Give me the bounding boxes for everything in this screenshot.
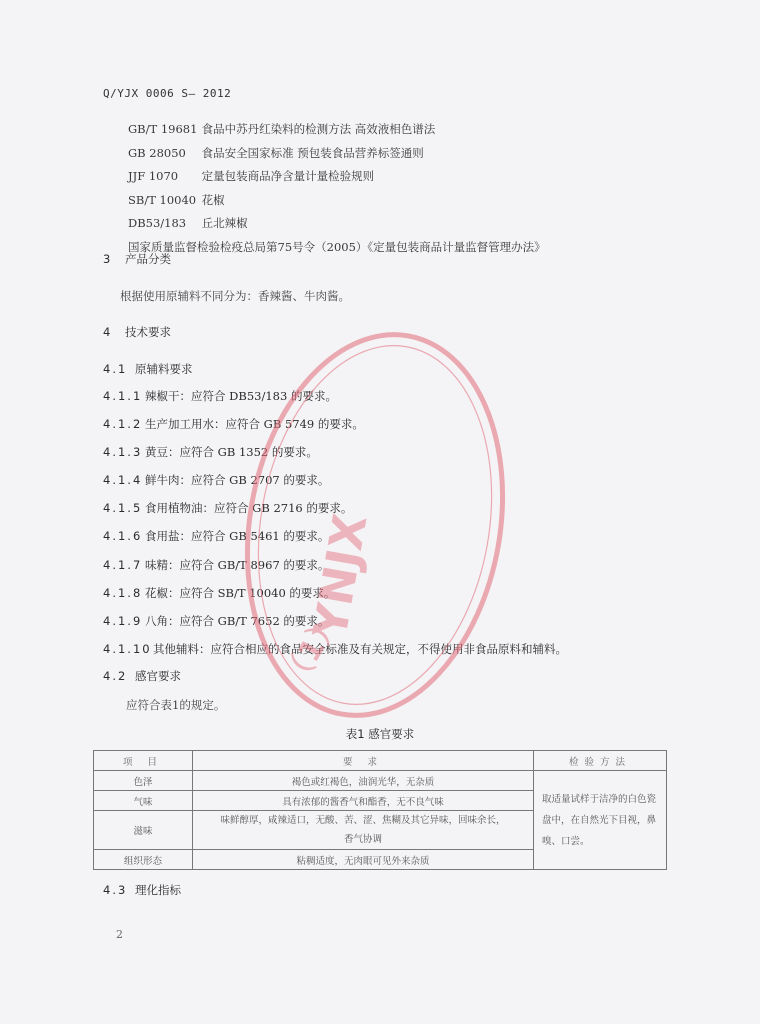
section-4-2-text: 应符合表1的规定。 xyxy=(126,698,226,712)
section-number: 4.3 xyxy=(103,883,128,897)
requirement-cell: 褐色或红褐色，油润光华，无杂质 xyxy=(193,771,534,791)
item-text: 八角：应符合 GB/T 7652 的要求。 xyxy=(145,614,330,628)
item-number: 4.1.10 xyxy=(103,642,152,656)
table-row xyxy=(94,771,667,791)
section-4-3-heading xyxy=(103,882,181,898)
reference-title: 食品中苏丹红染料的检测方法 高效液相色谱法 xyxy=(201,122,436,136)
requirement-item xyxy=(103,472,329,488)
item-text: 花椒：应符合 SB/T 10040 的要求。 xyxy=(145,586,336,600)
item-text: 鲜牛肉：应符合 GB 2707 的要求。 xyxy=(145,473,330,487)
svg-text:（1）: （1） xyxy=(276,606,348,694)
item-cell: 组织形态 xyxy=(94,850,193,870)
item-number: 4.1.8 xyxy=(103,586,143,600)
section-4-1-heading xyxy=(103,361,193,377)
section-4-heading xyxy=(103,324,171,340)
reference-title: 食品安全国家标准 预包装食品营养标签通则 xyxy=(201,145,424,160)
section-title: 原辅料要求 xyxy=(135,362,193,376)
item-number: 4.1.3 xyxy=(103,445,143,459)
reference-item xyxy=(128,142,546,166)
item-number: 4.1.6 xyxy=(103,529,143,543)
reference-code: DB53/183 xyxy=(128,216,187,231)
requirement-cell: 粘稠适度，无肉眼可见外来杂质 xyxy=(193,850,534,870)
section-title: 理化指标 xyxy=(135,883,181,897)
item-number: 4.1.5 xyxy=(103,501,143,515)
reference-item xyxy=(128,212,546,236)
item-cell: 色泽 xyxy=(94,771,193,791)
section-number: 4 xyxy=(103,325,113,339)
item-number: 4.1.1 xyxy=(103,389,143,403)
section-title: 感官要求 xyxy=(135,669,181,683)
requirement-cell: 味鲜醇厚，咸辣适口，无酸、苦、涩、焦糊及其它异味，回味余长，香气协调 xyxy=(193,811,534,850)
method-cell: 取适量试样于洁净的白色瓷盘中，在自然光下目视，鼻嗅、口尝。 xyxy=(534,771,667,870)
requirement-item xyxy=(103,528,329,544)
requirement-item xyxy=(103,388,337,404)
item-number: 4.1.2 xyxy=(103,417,143,431)
section-3-text: 根据使用原辅料不同分为：香辣酱、牛肉酱。 xyxy=(120,289,350,303)
reference-item xyxy=(128,236,546,260)
reference-code: SB/T 10040 xyxy=(128,192,197,207)
requirement-item xyxy=(103,416,364,432)
requirement-cell: 具有浓郁的酱香气和酯香，无不良气味 xyxy=(193,791,534,811)
item-number: 4.1.9 xyxy=(103,614,143,628)
requirement-item xyxy=(103,444,318,460)
section-number: 4.2 xyxy=(103,669,128,683)
svg-text:YNJX: YNJX xyxy=(302,510,378,642)
item-number: 4.1.7 xyxy=(103,558,143,572)
requirement-item xyxy=(103,585,335,601)
reference-title: 国家质量监督检验检疫总局第75号令（2005）《定量包装商品计量监督管理办法》 xyxy=(128,239,546,254)
reference-item xyxy=(128,165,546,189)
requirement-item xyxy=(103,641,567,657)
reference-title: 丘北辣椒 xyxy=(201,216,248,231)
item-text: 食用盐：应符合 GB 5461 的要求。 xyxy=(145,529,330,543)
reference-item xyxy=(128,118,546,142)
section-number: 4.1 xyxy=(103,362,128,376)
reference-list xyxy=(128,118,546,260)
requirement-item xyxy=(103,557,329,573)
standard-number-header: Q/YJX 0006 S— 2012 xyxy=(103,87,232,100)
item-text: 辣椒干：应符合 DB53/183 的要求。 xyxy=(145,389,337,403)
section-number: 3 xyxy=(103,252,113,266)
requirement-item xyxy=(103,500,352,516)
section-3-heading xyxy=(103,251,171,267)
requirement-item xyxy=(103,613,329,629)
reference-item xyxy=(128,189,546,213)
item-text: 其他辅料：应符合相应的食品安全标准及有关规定，不得使用非食品原料和辅料。 xyxy=(153,642,567,656)
section-title: 产品分类 xyxy=(125,252,171,266)
reference-code: GB 28050 xyxy=(128,145,186,160)
reference-code: GB/T 19681 xyxy=(128,122,198,136)
column-header: 项 目 xyxy=(94,751,193,771)
item-text: 食用植物油：应符合 GB 2716 的要求。 xyxy=(145,501,353,515)
section-title: 技术要求 xyxy=(125,325,171,339)
item-text: 黄豆：应符合 GB 1352 的要求。 xyxy=(145,445,318,459)
column-header: 检验方法 xyxy=(534,751,667,771)
item-number: 4.1.4 xyxy=(103,473,143,487)
item-text: 生产加工用水：应符合 GB 5749 的要求。 xyxy=(145,417,364,431)
reference-code: JJF 1070 xyxy=(128,169,179,184)
item-text: 味精：应符合 GB/T 8967 的要求。 xyxy=(145,558,330,572)
sensory-requirements-table xyxy=(93,750,667,870)
item-cell: 滋味 xyxy=(94,811,193,850)
table-caption: 表1 感官要求 xyxy=(345,727,415,741)
page-number: 2 xyxy=(116,928,123,941)
section-4-2-heading xyxy=(103,668,181,684)
table-header-row xyxy=(94,751,667,771)
reference-title: 定量包装商品净含量计量检验规则 xyxy=(201,169,375,184)
column-header: 要 求 xyxy=(193,751,534,771)
item-cell: 气味 xyxy=(94,791,193,811)
reference-title: 花椒 xyxy=(201,192,225,207)
